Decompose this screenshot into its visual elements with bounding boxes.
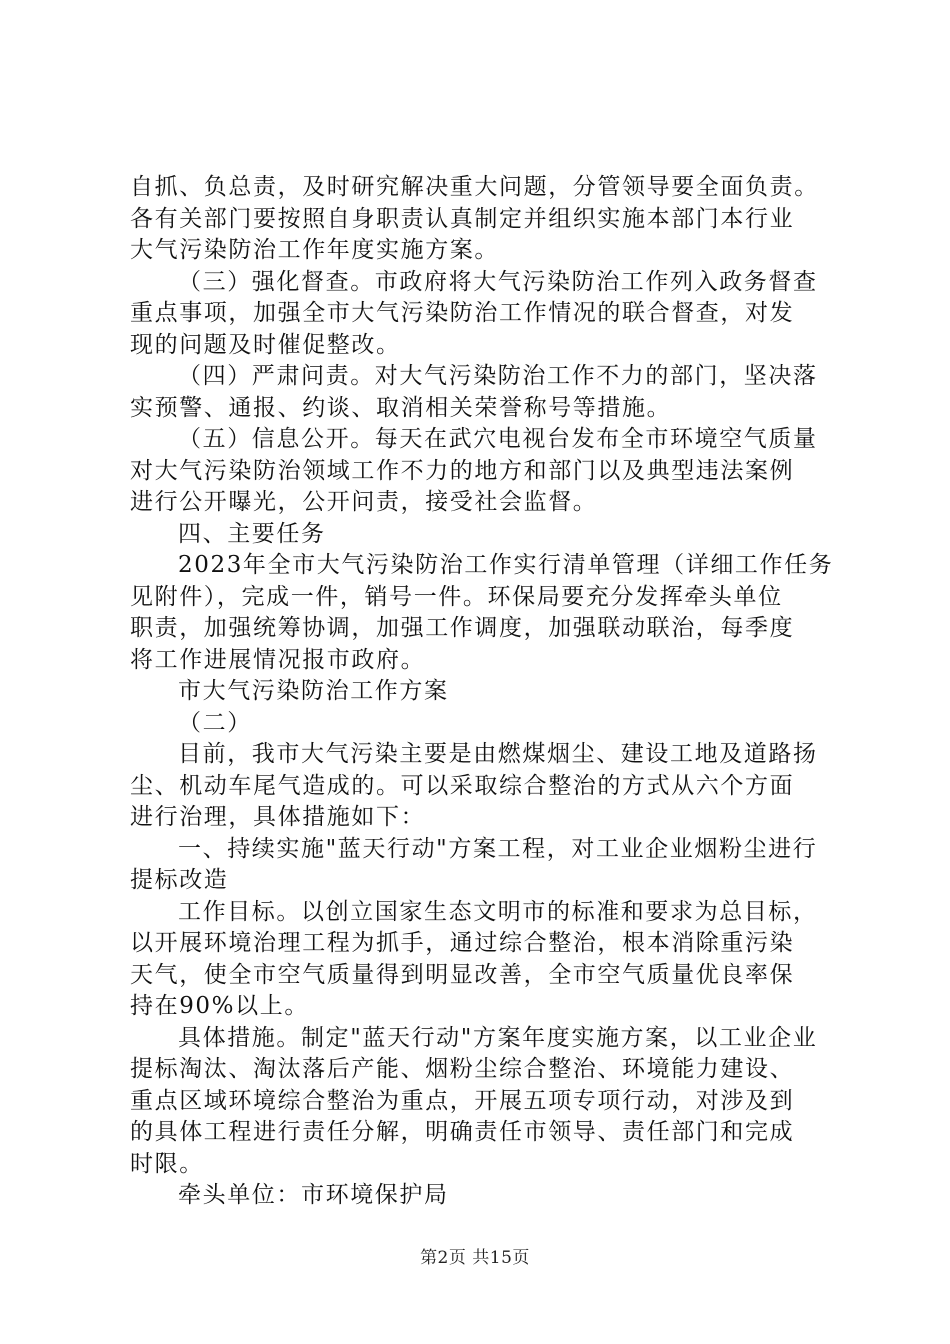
section-heading: 一、持续实施"蓝天行动"方案工程，对工业企业烟粉尘进行 [178, 835, 818, 862]
text-line: 大气污染防治工作年度实施方案。 [130, 237, 499, 263]
text-line: 工作目标。以创立国家生态文明市的标准和要求为总目标， [178, 898, 818, 925]
text-line: 持在90%以上。 [130, 993, 309, 1019]
text-line: 天气，使全市空气质量得到明显改善，全市空气质量优良率保 [130, 961, 795, 988]
page-number-footer: 第2页 共15页 [420, 1248, 530, 1268]
text-line: 的具体工程进行责任分解，明确责任市领导、责任部门和完成 [130, 1119, 795, 1145]
text-line: 提标淘汰、淘汰落后产能、烟粉尘综合整治、环境能力建设、 [130, 1056, 795, 1082]
text-line: 进行公开曝光，公开问责，接受社会监督。 [130, 489, 598, 515]
text-line: 目前，我市大气污染主要是由燃煤烟尘、建设工地及道路扬 [178, 741, 818, 767]
text-line: 牵头单位：市环境保护局 [178, 1182, 449, 1208]
section-heading: 四、主要任务 [178, 520, 326, 547]
text-line: 自抓、负总责，及时研究解决重大问题，分管领导要全面负责。 [130, 174, 819, 200]
text-line: 实预警、通报、约谈、取消相关荣誉称号等措施。 [130, 394, 672, 421]
text-line: 提标改造 [130, 867, 229, 893]
text-line: 具体措施。制定"蓝天行动"方案年度实施方案，以工业企业 [178, 1024, 818, 1051]
text-line: （五）信息公开。每天在武穴电视台发布全市环境空气质量 [178, 426, 818, 452]
text-line: 各有关部门要按照自身职责认真制定并组织实施本部门本行业 [130, 205, 795, 232]
text-line: 重点事项，加强全市大气污染防治工作情况的联合督查，对发 [130, 300, 795, 326]
text-line: （三）强化督查。市政府将大气污染防治工作列入政务督查 [178, 268, 818, 295]
text-line: 见附件），完成一件，销号一件。环保局要充分发挥牵头单位 [130, 583, 783, 610]
text-line: 2023年全市大气污染防治工作实行清单管理（详细工作任务 [178, 552, 834, 578]
text-line: 将工作进展情况报市政府。 [130, 646, 426, 673]
text-line: 重点区域环境综合整治为重点，开展五项专项行动，对涉及到 [130, 1087, 795, 1114]
document-part-label: （二） [178, 709, 252, 736]
document-body [130, 172, 834, 1212]
text-line: （四）严肃问责。对大气污染防治工作不力的部门，坚决落 [178, 363, 818, 389]
text-line: 对大气污染防治领域工作不力的地方和部门以及典型违法案例 [130, 457, 795, 484]
document-subtitle: 市大气污染防治工作方案 [178, 678, 449, 704]
text-line: 现的问题及时催促整改。 [130, 331, 401, 358]
text-line: 时限。 [130, 1150, 204, 1177]
text-line: 职责，加强统筹协调，加强工作调度，加强联动联治，每季度 [130, 615, 795, 641]
text-line: 尘、机动车尾气造成的。可以采取综合整治的方式从六个方面 [130, 772, 795, 799]
text-line: 进行治理，具体措施如下： [130, 804, 426, 830]
text-line: 以开展环境治理工程为抓手，通过综合整治，根本消除重污染 [130, 930, 795, 956]
